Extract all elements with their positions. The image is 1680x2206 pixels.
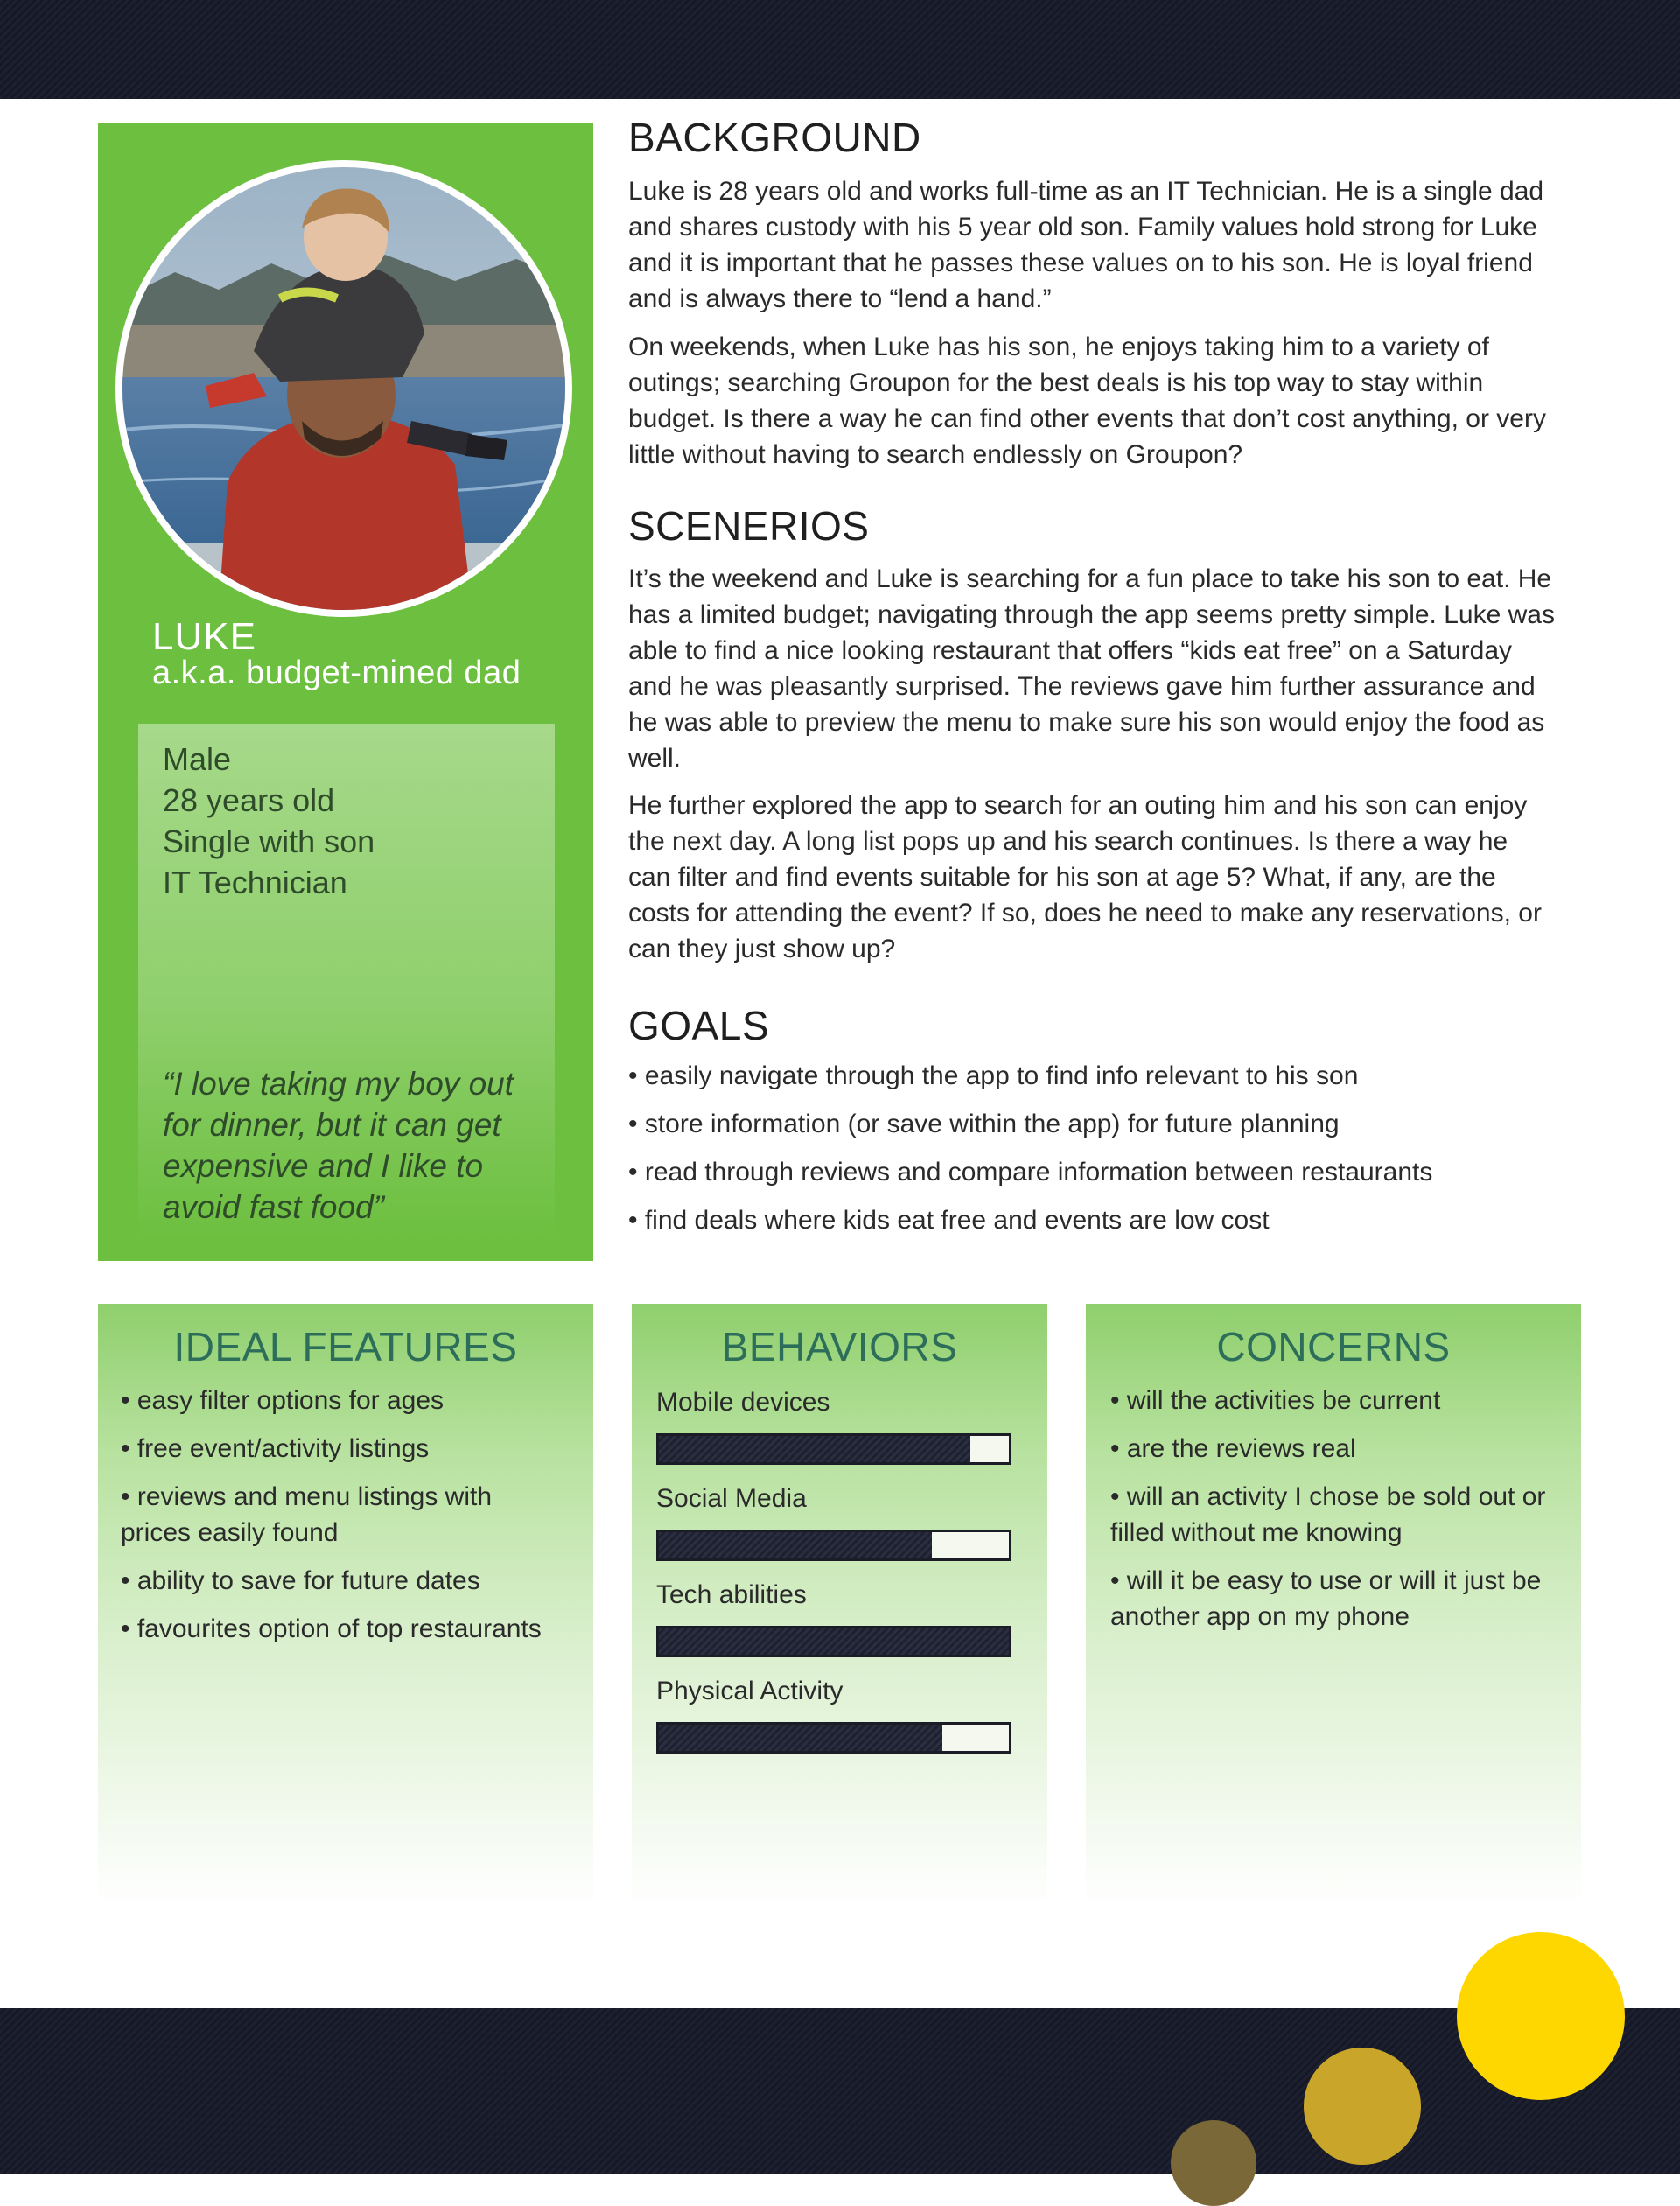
behavior-label: Tech abilities (656, 1580, 807, 1609)
behavior-label: Social Media (656, 1484, 807, 1513)
background-heading: BACKGROUND (628, 115, 921, 160)
fact-family: Single with son (163, 823, 375, 859)
concern-item: • will the activities be current (1110, 1386, 1441, 1415)
scenarios-paragraph-2: He further explored the app to search for an outing him and his son can enjoy the next day. A long list pops up and his search continues. Is there a way he can filter and find events suitable for his son at age 5? What, if any, are the costs for attending the event? If so, does he need to make any reservations, or can they just show up? (628, 791, 1542, 963)
behavior-meter (656, 1530, 1012, 1561)
behavior-label: Mobile devices (656, 1388, 830, 1417)
behavior-meter-fill (659, 1436, 970, 1462)
persona-photo (122, 167, 565, 610)
concern-item: • are the reviews real (1110, 1434, 1356, 1463)
behavior-label: Physical Activity (656, 1677, 844, 1705)
yellow-circle-decoration (1457, 1932, 1625, 2100)
goal-item: • find deals where kids eat free and events are low cost (628, 1206, 1270, 1235)
top-dark-band (0, 0, 1680, 99)
background-paragraph-2: On weekends, when Luke has his son, he enjoys taking him to a variety of outings; searching Groupon for the best deals is his top way to stay within budget. Is there a way he can find other events that don’t cost anything, or very little without having to search endlessly on Groupon? (628, 333, 1546, 469)
behaviors-heading: BEHAVIORS (721, 1324, 958, 1369)
olive-circle-decoration (1171, 2120, 1256, 2206)
behavior-meter (656, 1433, 1012, 1465)
concerns-heading: CONCERNS (1216, 1324, 1451, 1369)
concern-item: • will an activity I chose be sold out or filled without me knowing (1110, 1482, 1546, 1547)
goal-item: • store information (or save within the app) for future planning (628, 1110, 1340, 1138)
fact-gender: Male (163, 741, 232, 777)
background-paragraph-1: Luke is 28 years old and works full-time as an IT Technician. He is a single dad and shares custody with his 5 year old son. Family values hold strong for Luke and it is important that he passes these values on to his son. He is loyal friend and is always there to “lend a hand.” (628, 177, 1544, 313)
behavior-meter-fill (659, 1725, 942, 1751)
goal-item: • easily navigate through the app to find info relevant to his son (628, 1061, 1359, 1090)
feature-item: • free event/activity listings (121, 1434, 430, 1463)
persona-photo-frame (116, 160, 572, 617)
behavior-meter (656, 1626, 1012, 1657)
fact-occupation: IT Technician (163, 865, 347, 900)
bottom-dark-band (0, 2008, 1680, 2174)
ideal-features-panel (98, 1304, 593, 1908)
feature-item: • favourites option of top restaurants (121, 1614, 542, 1643)
behaviors-panel (632, 1304, 1047, 1908)
scenarios-paragraph-1: It’s the weekend and Luke is searching for a fun place to take his son to eat. He has a limited budget; navigating through the app seems pretty simple. Luke was able to find a nice looking restaurant that offers “kids eat free” on a Saturday and he was pleasantly surprised. The reviews gave him further assurance and he was able to preview the menu to make sure his son would enjoy the food as well. (628, 564, 1555, 773)
persona-profile-card (98, 123, 593, 1261)
goals-heading: GOALS (628, 1003, 770, 1048)
concern-item: • will it be easy to use or will it just be another app on my phone (1110, 1566, 1542, 1631)
behavior-meter (656, 1722, 1012, 1754)
behavior-meter-fill (659, 1532, 932, 1558)
behavior-meter-fill (659, 1628, 1009, 1655)
father-and-son-photo-illustration (122, 167, 565, 610)
persona-name: LUKE (152, 615, 256, 658)
feature-item: • reviews and menu listings with prices easily found (121, 1482, 493, 1547)
concerns-panel (1086, 1304, 1581, 1908)
feature-item: • easy filter options for ages (121, 1386, 444, 1415)
feature-item: • ability to save for future dates (121, 1566, 480, 1595)
scenarios-heading: SCENERIOS (628, 503, 870, 549)
ideal-features-heading: IDEAL FEATURES (173, 1324, 518, 1369)
fact-age: 28 years old (163, 782, 335, 818)
goal-item: • read through reviews and compare information between restaurants (628, 1158, 1433, 1187)
persona-quote: “I love taking my boy out for dinner, but it can get expensive and I like to avoid fast food” (163, 1066, 514, 1225)
persona-facts-box (138, 724, 555, 1240)
gold-circle-decoration (1304, 2048, 1421, 2165)
persona-nickname: a.k.a. budget-mined dad (152, 655, 522, 691)
